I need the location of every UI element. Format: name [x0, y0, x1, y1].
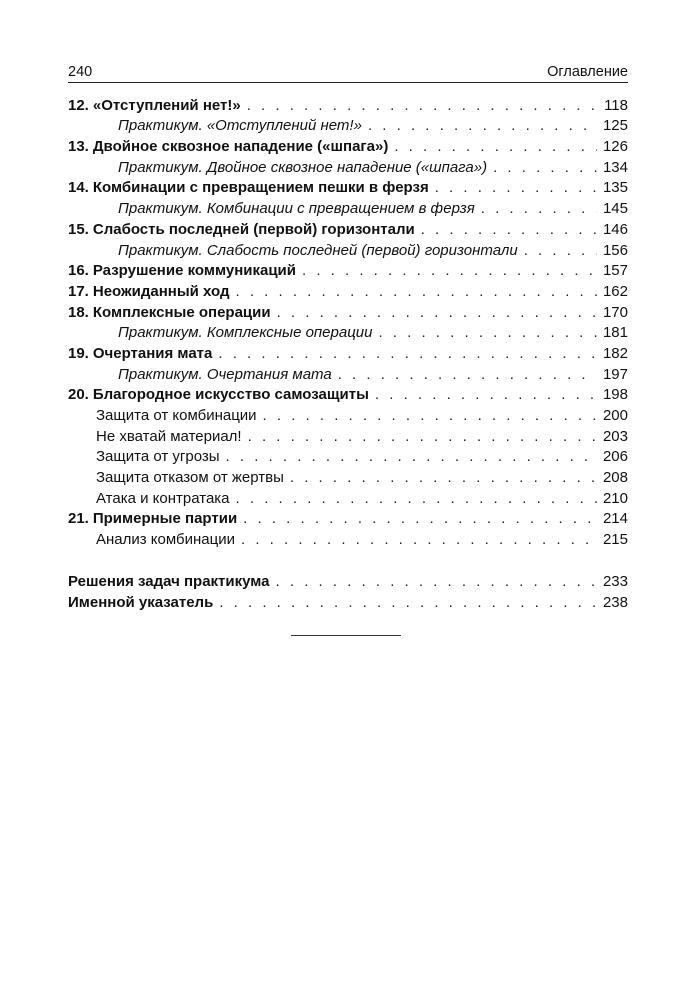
entry-page-number: 182 — [602, 344, 628, 362]
entry-title: Практикум. Комплексные операции — [118, 324, 373, 342]
entry-page-number: 200 — [602, 407, 628, 424]
entry-title: Защита от угрозы — [96, 448, 220, 466]
dot-leader — [236, 490, 597, 508]
entry-page-number: 238 — [602, 593, 628, 611]
chapter-number: 14. — [68, 179, 89, 197]
dot-leader — [218, 345, 597, 363]
entry-title: Практикум. Комбинации с превращением в ферзя — [118, 200, 475, 218]
toc-entry[interactable] — [68, 342, 628, 363]
dot-leader — [338, 366, 597, 384]
chapter-number: 16. — [68, 262, 89, 280]
chapter-number: 15. — [68, 220, 89, 238]
entry-page-number: 210 — [602, 489, 628, 507]
end-rule — [291, 635, 401, 636]
entry-title: Атака и контратака — [96, 489, 230, 507]
entry-title: Разрушение коммуникаций — [92, 262, 296, 280]
entry-title: Практикум. «Отступлений нет!» — [118, 117, 362, 135]
chapter-number: 13. — [68, 138, 89, 156]
toc-entry[interactable] — [68, 528, 628, 549]
chapter-number: 12. — [68, 96, 89, 114]
toc-entry[interactable] — [68, 280, 628, 301]
page-number: 240 — [68, 64, 93, 80]
entry-page-number: 198 — [602, 386, 628, 404]
entry-page-number: 157 — [602, 262, 628, 280]
entry-page-number: 197 — [602, 365, 628, 383]
chapter-number: 20. — [68, 386, 89, 404]
toc-entry[interactable] — [68, 301, 628, 322]
toc-entry[interactable] — [68, 260, 628, 281]
entry-title: Комплексные операции — [92, 303, 271, 321]
entry-title: Благородное искусство самозащиты — [92, 386, 369, 404]
toc-entry[interactable] — [68, 115, 628, 136]
toc-entry[interactable] — [68, 425, 628, 446]
toc-entry[interactable] — [68, 177, 628, 198]
entry-page-number: 125 — [602, 117, 628, 135]
entry-title: Комбинации с превращением пешки в ферзя — [92, 179, 429, 197]
chapter-number: 21. — [68, 510, 89, 528]
toc-entry[interactable] — [68, 197, 628, 218]
entry-title: Защита отказом от жертвы — [96, 469, 284, 487]
toc-entry[interactable] — [68, 446, 628, 467]
entry-page-number: 208 — [602, 469, 628, 487]
toc-entry[interactable] — [68, 487, 628, 508]
section-title: Оглавление — [547, 64, 628, 80]
dot-leader — [368, 117, 597, 135]
dot-leader — [247, 97, 598, 115]
dot-leader — [378, 324, 597, 342]
toc-entry[interactable] — [68, 218, 628, 239]
running-header — [68, 64, 628, 83]
entry-title: «Отступлений нет!» — [92, 96, 241, 114]
dot-leader — [375, 386, 597, 404]
entry-title: Неожиданный ход — [92, 282, 230, 300]
entry-page-number: 206 — [602, 448, 628, 466]
dot-leader — [493, 159, 597, 177]
entry-title: Не хватай материал! — [96, 427, 242, 445]
toc-entry[interactable] — [68, 363, 628, 384]
entry-title: Двойное сквозное нападение («шпага») — [92, 138, 389, 156]
entry-page-number: 146 — [602, 220, 628, 238]
toc-entry[interactable] — [68, 404, 628, 425]
toc-entry[interactable] — [68, 322, 628, 343]
dot-leader — [236, 283, 597, 301]
dot-leader — [277, 304, 597, 322]
entry-title: Примерные партии — [92, 510, 238, 528]
entry-page-number: 162 — [602, 282, 628, 300]
entry-page-number: 135 — [602, 179, 628, 197]
dot-leader — [394, 138, 597, 156]
dot-leader — [248, 428, 597, 446]
entry-page-number: 145 — [602, 200, 628, 218]
dot-leader — [481, 200, 597, 218]
chapter-number: 19. — [68, 344, 89, 362]
dot-leader — [219, 594, 597, 612]
entry-page-number: 156 — [602, 241, 628, 259]
entry-title: Очертания мата — [92, 344, 213, 362]
entry-title: Защита от комбинации — [96, 407, 257, 424]
toc-entry[interactable] — [68, 570, 628, 591]
chapter-number: 18. — [68, 303, 89, 321]
toc-entry[interactable] — [68, 508, 628, 529]
dot-leader — [263, 407, 597, 425]
toc-entry[interactable] — [68, 384, 628, 405]
entry-page-number: 233 — [602, 572, 628, 590]
entry-page-number: 118 — [604, 96, 628, 114]
entry-title: Практикум. Двойное сквозное нападение («шпага») — [118, 158, 488, 176]
entry-page-number: 214 — [602, 510, 628, 528]
dot-leader — [302, 262, 597, 280]
dot-leader — [243, 510, 597, 528]
dot-leader — [226, 448, 597, 466]
chapter-number: 17. — [68, 282, 89, 300]
entry-page-number: 134 — [602, 158, 628, 176]
entry-page-number: 170 — [602, 303, 628, 321]
entry-title: Практикум. Слабость последней (первой) горизонтали — [118, 241, 518, 259]
dot-leader — [241, 531, 597, 549]
dot-leader — [435, 179, 597, 197]
entry-page-number: 215 — [602, 531, 628, 549]
entry-title: Практикум. Очертания мата — [118, 365, 332, 383]
toc-entry[interactable] — [68, 135, 628, 156]
dot-leader — [421, 221, 597, 239]
toc-entry[interactable] — [68, 591, 628, 612]
table-of-contents — [68, 94, 628, 612]
entry-page-number: 181 — [602, 324, 628, 342]
toc-entry[interactable] — [68, 156, 628, 177]
toc-entry[interactable] — [68, 239, 628, 260]
dot-leader — [276, 573, 597, 591]
entry-title: Решения задач практикума — [68, 572, 270, 590]
dot-leader — [524, 242, 597, 260]
toc-entry[interactable] — [68, 466, 628, 487]
entry-title: Анализ комбинации — [96, 531, 235, 549]
entry-page-number: 203 — [602, 427, 628, 445]
entry-title: Именной указатель — [68, 593, 214, 611]
dot-leader — [290, 469, 597, 487]
entry-page-number: 126 — [602, 138, 628, 156]
entry-title: Слабость последней (первой) горизонтали — [92, 220, 415, 238]
toc-entry[interactable] — [68, 94, 628, 115]
